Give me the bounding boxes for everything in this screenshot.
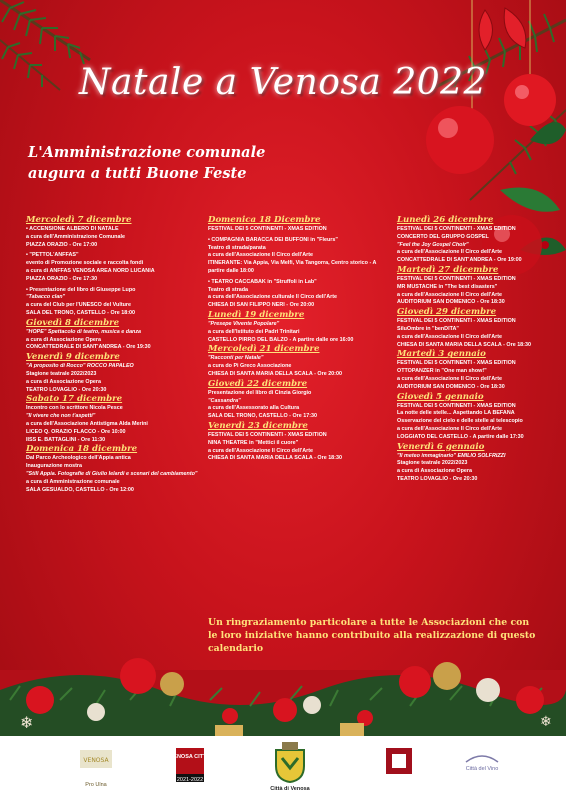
event-date: Sabato 17 dicembre	[26, 394, 123, 405]
event-line: a cura di Associazione Opera	[26, 336, 101, 343]
events-column-3	[397, 215, 547, 484]
event-date: Domenica 18 dicembre	[26, 444, 138, 455]
event-line: a cura dell'Associazione Il Circo dell'Arte	[208, 252, 314, 259]
event-line: FESTIVAL DEI 5 CONTINENTI - XMAS EDITION	[397, 318, 516, 325]
event-date: Martedì 3 gennaio	[397, 349, 486, 360]
event-line: Dal Parco Archeologico dell'Appia antica	[26, 455, 131, 462]
event-line: "Cassandra"	[208, 397, 241, 404]
event-date: Giovedì 29 dicembre	[397, 307, 497, 318]
event-line: CHIESA DI SANTA MARIA DELLA SCALA - Ore 18:30	[397, 341, 531, 348]
years-text: 2021-2022	[176, 777, 204, 783]
svg-text:VENOSA: VENOSA	[83, 757, 109, 764]
event-line: a cura dell'Associazione Il Circo dell'Arte	[397, 291, 503, 298]
event-line: evento di Promozione sociale e raccolta fondi	[26, 260, 144, 267]
event-line: • ACCENSIONE ALBERO DI NATALE	[26, 226, 119, 232]
event-line: LICEO Q. ORAZIO FLACCO - Ore 10:00	[26, 428, 126, 435]
event-line: SALA GESUALDO, CASTELLO - Ore 12:00	[26, 486, 134, 493]
event-line: Stagione teatrale 2022/2023	[397, 460, 468, 467]
event-line: "A proposito di Rocco" ROCCO PAPALEO	[26, 363, 134, 370]
subtitle-line-2: augura a tutti Buone Feste	[28, 165, 247, 182]
event-line: a cura dell'Associazione Il Circo dell'Arte	[397, 249, 503, 256]
city-name-text: Città di Venosa	[270, 786, 310, 792]
event-line: a cura dell'Amministrazione Comunale	[26, 233, 125, 240]
event-block	[397, 392, 547, 442]
event-line: Teatro di strada/parata	[208, 244, 266, 251]
event-line: "Feel the Joy Gospel Choir"	[397, 241, 469, 248]
event-block	[397, 442, 547, 484]
event-block	[208, 215, 388, 310]
sponsor-logos	[0, 736, 566, 800]
event-date: Martedì 27 dicembre	[397, 264, 499, 275]
event-date: Lunedì 19 dicembre	[208, 309, 305, 320]
event-line: Inaugurazione mostra	[26, 463, 83, 470]
event-line: CONCATTEDRALE DI SANT'ANDREA - Ore 19:30	[26, 344, 151, 351]
event-line: SALA DEL TRONO, CASTELLO - Ore 17:30	[208, 413, 318, 420]
event-line: SiluOmbre in "benDITA"	[397, 325, 459, 332]
event-line: MR MUSTACHE in "The best disasters"	[397, 283, 498, 290]
event-line: Stagione teatrale 2022/2023	[26, 370, 97, 377]
event-date: Mercoledì 7 dicembre	[26, 215, 132, 225]
event-block	[208, 421, 388, 463]
event-block	[26, 352, 198, 394]
venosa-coat-of-arms-logo	[270, 740, 310, 784]
event-block	[208, 344, 388, 378]
event-block	[397, 215, 547, 265]
event-line: a cura di Associazione Opera	[397, 468, 472, 475]
svg-text:❄: ❄	[20, 713, 34, 732]
event-line: PIAZZA ORAZIO - Ore 17:30	[26, 275, 98, 282]
event-block	[208, 379, 388, 421]
event-line: OTTOPANZER in "One man show!"	[397, 368, 487, 375]
event-block	[26, 444, 198, 494]
event-line: a cura di Amministrazione comunale	[26, 478, 120, 485]
event-line: FESTIVAL DEI 5 CONTINENTI - XMAS EDITION	[208, 431, 327, 438]
event-date: Giovedì 22 dicembre	[208, 378, 308, 389]
event-line: "Still Appia. Fotografie di Giulio Ielardi e scenari del cambiamento"	[26, 470, 198, 477]
event-line: CONCATTEDRALE DI SANT'ANDREA - Ore 19:00	[397, 257, 522, 264]
event-date: Lunedì 26 dicembre	[397, 215, 494, 225]
event-line: a cura dell'Associazione Antistigma Alda Merini	[26, 420, 148, 427]
event-block	[26, 318, 198, 352]
event-line: FESTIVAL DEI 5 CONTINENTI - XMAS EDITION	[397, 226, 516, 232]
small-logo-text: Pro Ulna	[85, 782, 107, 788]
event-line: • COMPAGNIA BARACCA DEI BUFFONI in "Fleurs"	[208, 236, 338, 243]
thanks-note: Un ringraziamento particolare a tutte le Associazioni che con le loro iniziative hanno contribuito alla realizzazione di questo calendario	[208, 617, 536, 654]
event-date: Venerdì 23 dicembre	[208, 420, 308, 431]
event-line: "HOPE" Spettacolo di teatro, musica e danza	[26, 328, 142, 335]
svg-text:❄: ❄	[540, 714, 552, 730]
citta-del-vino-text: Città del Vino	[465, 766, 499, 772]
bottom-garland	[0, 658, 566, 740]
event-line: FESTIVAL DEI 5 CONTINENTI - XMAS EDITION	[397, 402, 516, 409]
event-line: a cura dell'Associazione Il Circo dell'Arte	[208, 447, 314, 454]
event-line: a cura di ANFFAS VENOSA AREA NORD LUCANIA	[26, 267, 155, 274]
event-line: "Tabacco clan"	[26, 294, 66, 301]
event-line: a cura dell'Associazione Il Circo dell'Arte	[397, 333, 503, 340]
event-line: FESTIVAL DEI 5 CONTINENTI - XMAS EDITION	[397, 360, 516, 367]
event-line: • "PETTOL'ANFFAS"	[26, 252, 79, 259]
event-date: Giovedì 5 gennaio	[397, 391, 484, 402]
event-line: a cura dell'Istituto dei Padri Trinitari	[208, 328, 300, 335]
event-line: CHIESA DI SANTA MARIA DELLA SCALA - Ore 18:30	[208, 455, 342, 462]
event-date: Domenica 18 Dicembre	[208, 215, 321, 225]
bandiera-arancione-logo	[384, 746, 414, 780]
event-line: CASTELLO PIRRO DEL BALZO - A partire dalle ore 16:00	[208, 336, 354, 343]
event-line: La notte delle stelle... Aspettando LA BEFANA	[397, 410, 515, 417]
event-block	[397, 307, 547, 349]
event-line: AUDITORIUM SAN DOMENICO - Ore 18:30	[397, 299, 505, 306]
event-line: LOGGIATO DEL CASTELLO - A partire dalle 17:30	[397, 433, 524, 440]
event-line: AUDITORIUM SAN DOMENICO - Ore 18:30	[397, 383, 505, 390]
event-line: "Il meteo immaginario" EMILIO SOLFRIZZI	[397, 452, 506, 459]
event-block	[26, 215, 198, 318]
event-line: "Racconti per Natale"	[208, 355, 264, 362]
event-line: "Il vivere che non t'aspetti"	[26, 413, 96, 420]
event-line: a cura del Club per l'UNESCO del Vulture	[26, 302, 132, 309]
event-date: Venerdì 6 gennaio	[397, 441, 485, 452]
event-line: IISS E. BATTAGLINI - Ore 11:30	[26, 436, 106, 443]
event-block	[26, 394, 198, 444]
event-line: TEATRO LOVAGLIO - Ore 20:30	[26, 386, 107, 393]
event-line: ITINERANTE: Via Appia, Via Melfi, Via Tangorra, Centro storico - A partire dalle 18:00	[208, 260, 377, 274]
event-line: a cura dell'Associazione Il Circo dell'Arte	[397, 425, 503, 432]
event-line: a cura dell'Associazione Il Circo dell'Arte	[397, 375, 503, 382]
event-line: TEATRO LOVAGLIO - Ore 20:30	[397, 475, 478, 482]
event-line: • Presentazione del libro di Giuseppe Lupo	[26, 286, 136, 293]
poster-title: Natale a Venosa 2022	[79, 62, 487, 103]
event-line: FESTIVAL DEI 5 CONTINENTI - XMAS EDITION	[397, 275, 516, 282]
pro-loco-logo	[78, 746, 114, 780]
events-column-2	[208, 215, 388, 463]
venosa-citta-text: VENOSA CITTÀ	[169, 754, 211, 760]
event-line: CHIESA DI SANTA MARIA DELLA SCALA - Ore 20:00	[208, 370, 342, 377]
event-date: Mercoledì 21 dicembre	[208, 344, 320, 355]
subtitle	[28, 142, 328, 184]
event-date: Giovedì 8 dicembre	[26, 317, 120, 328]
event-line: "Presepe Vivente Popolare"	[208, 320, 280, 327]
event-block	[397, 265, 547, 307]
event-line: Teatro di strada	[208, 286, 249, 293]
event-line: Incontro con lo scrittore Nicola Pesce	[26, 405, 123, 412]
event-line: a cura dell'Assessorato alla Cultura	[208, 405, 300, 412]
event-line: SALA DEL TRONO, CASTELLO - Ore 18:00	[26, 309, 136, 316]
event-date: Venerdì 9 dicembre	[26, 352, 120, 363]
event-line: NINA THEATRE in "Mettici il cuore"	[208, 439, 299, 446]
event-line: FESTIVAL DEI 5 CONTINENTI - XMAS EDITION	[208, 226, 327, 232]
event-line: Osservazione del cielo e delle stelle al telescopio	[397, 418, 523, 425]
event-line: Presentazione del libro di Cinzia Giorgio	[208, 389, 312, 396]
events-column-1	[26, 215, 198, 494]
event-line: a cura di Associazione Opera	[26, 378, 101, 385]
subtitle-line-1: L'Amministrazione comunale	[28, 144, 266, 161]
event-line: a cura dell'Associazione culturale Il Circo dell'Arte	[208, 294, 337, 301]
event-line: • TEATRO CACCABAK in "Struffoli in Lab"	[208, 278, 317, 285]
event-line: CHIESA DI SAN FILIPPO NERI - Ore 20:00	[208, 302, 315, 309]
event-line: PIAZZA ORAZIO - Ore 17:00	[26, 241, 98, 248]
event-block	[397, 349, 547, 391]
event-line: CONCERTO DEL GRUPPO GOSPEL	[397, 233, 489, 240]
event-line: a cura do Pi Greco Associazione	[208, 363, 292, 370]
event-block	[208, 310, 388, 344]
